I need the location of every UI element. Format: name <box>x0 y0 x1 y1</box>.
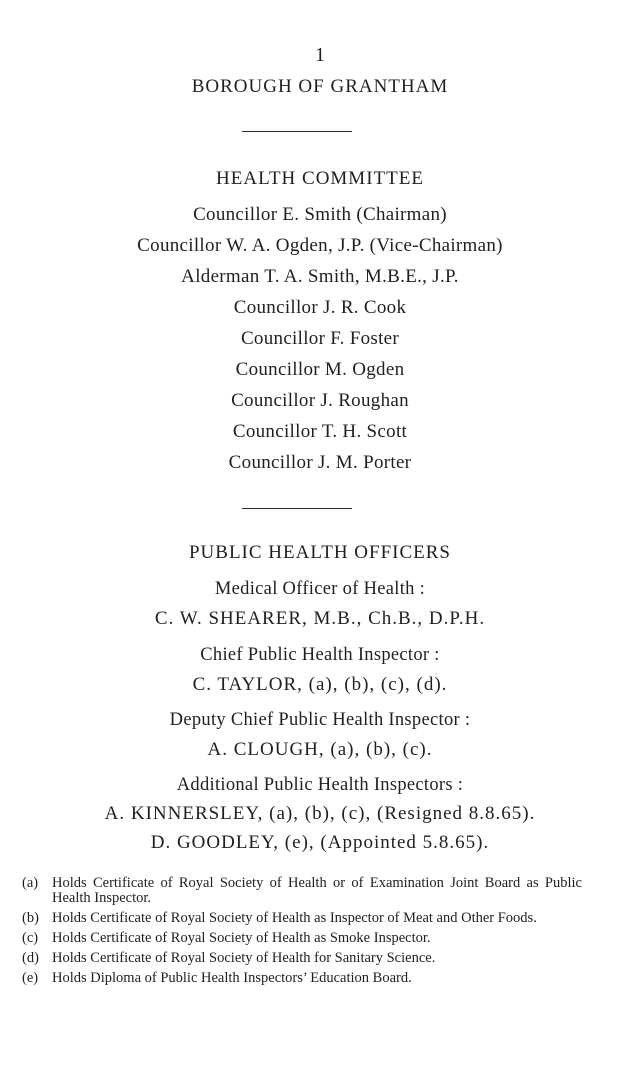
committee-member: Councillor W. A. Ogden, J.P. (Vice-Chairman) <box>137 235 503 256</box>
footnote <box>22 931 582 946</box>
officer-role: Medical Officer of Health : <box>214 579 426 599</box>
officer-name: A. CLOUGH, (a), (b), (c). <box>207 739 433 760</box>
footnote <box>22 876 582 906</box>
public-health-officers-heading: PUBLIC HEALTH OFFICERS <box>188 542 451 563</box>
footnote-marker: (a) <box>22 875 39 891</box>
footnotes <box>22 876 582 991</box>
footnote-text: Holds Certificate of Royal Society of Health as Inspector of Meat and Other Foods. <box>52 910 537 926</box>
footnote-text: Holds Certificate of Royal Society of Health or of Examination Joint Board as Public Health Inspector. <box>52 875 582 906</box>
footnote-marker: (d) <box>22 950 39 966</box>
committee-member: Councillor E. Smith (Chairman) <box>193 204 447 225</box>
divider <box>242 131 352 132</box>
officer-role: Deputy Chief Public Health Inspector : <box>169 710 471 730</box>
committee-member: Councillor F. Foster <box>240 328 400 349</box>
officer-name: D. GOODLEY, (e), (Appointed 5.8.65). <box>150 832 490 853</box>
divider <box>242 508 352 509</box>
footnote <box>22 971 582 986</box>
officer-name: A. KINNERSLEY, (a), (b), (c), (Resigned 8.8.65). <box>104 803 536 824</box>
footnote-marker: (c) <box>22 930 39 946</box>
officer-name: C. TAYLOR, (a), (b), (c), (d). <box>192 674 448 695</box>
page-number: 1 <box>315 44 325 66</box>
committee-member: Councillor T. H. Scott <box>232 421 408 442</box>
health-committee-heading: HEALTH COMMITTEE <box>216 168 424 189</box>
committee-member: Councillor J. M. Porter <box>228 452 412 473</box>
footnote-text: Holds Certificate of Royal Society of Health as Smoke Inspector. <box>52 930 431 946</box>
footnote-text: Holds Diploma of Public Health Inspectors’ Education Board. <box>52 970 412 986</box>
footnote <box>22 951 582 966</box>
officer-name: C. W. SHEARER, M.B., Ch.B., D.P.H. <box>154 608 486 629</box>
footnote-text: Holds Certificate of Royal Society of Health for Sanitary Science. <box>52 950 436 966</box>
committee-member: Alderman T. A. Smith, M.B.E., J.P. <box>181 266 459 287</box>
committee-member: Councillor J. Roughan <box>231 390 409 411</box>
page-title: BOROUGH OF GRANTHAM <box>191 76 449 97</box>
committee-member: Councillor J. R. Cook <box>233 297 407 318</box>
officer-role: Additional Public Health Inspectors : <box>176 775 464 795</box>
footnote-marker: (e) <box>22 970 39 986</box>
footnote <box>22 911 582 926</box>
officer-role: Chief Public Health Inspector : <box>200 645 440 665</box>
committee-member: Councillor M. Ogden <box>235 359 405 380</box>
footnote-marker: (b) <box>22 910 39 926</box>
